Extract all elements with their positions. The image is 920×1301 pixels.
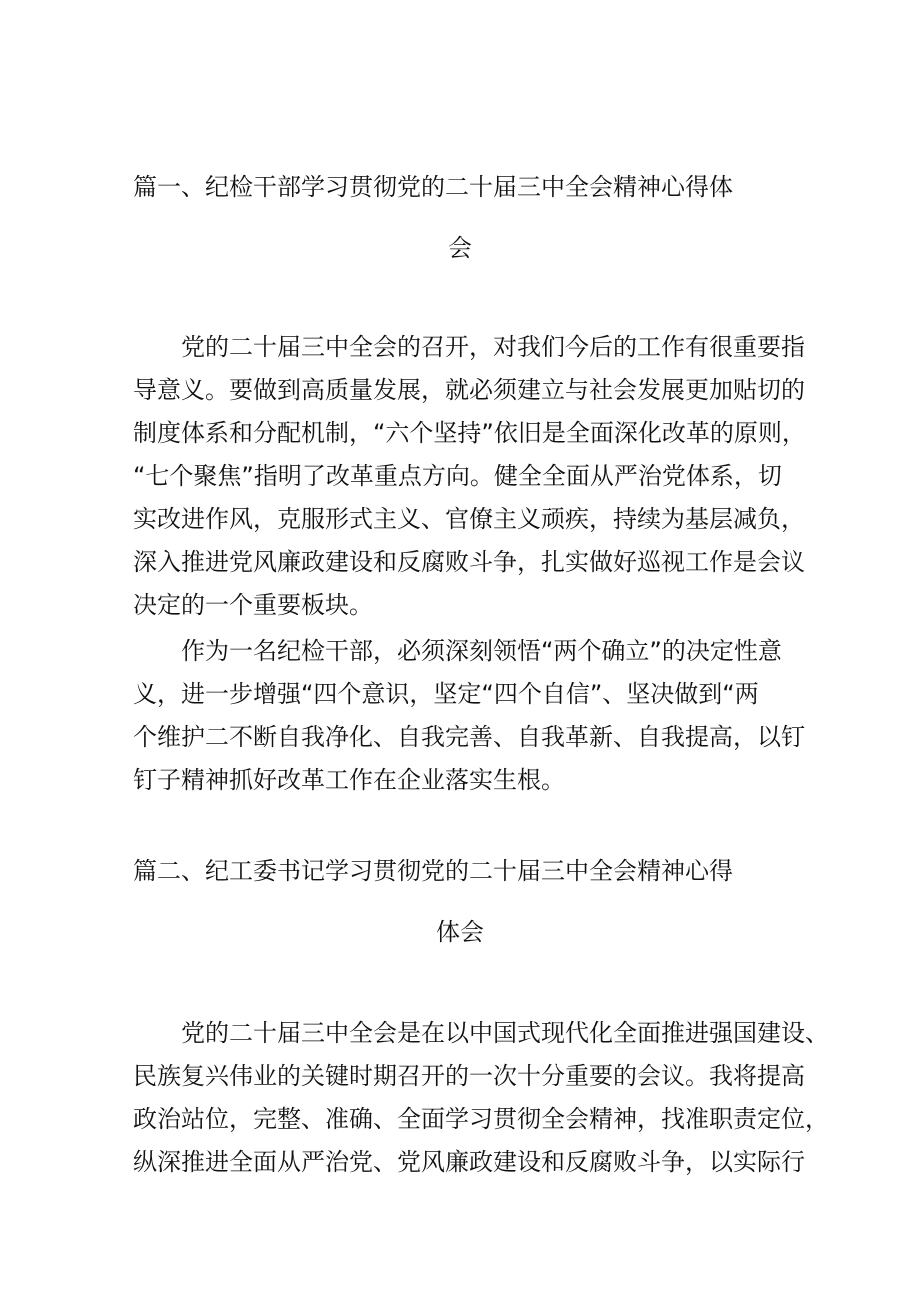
section1-para1-line: 党的二十届三中全会的召开，对我们今后的工作有很重要指 [181,333,805,361]
section1-para2-line: 钉子精神抓好改革工作在企业落实生根。 [133,766,565,794]
section1-title-line1: 篇一、纪检干部学习贯彻党的二十届三中全会精神心得体 [133,173,733,201]
section2-para1-line: 政治站位，完整、准确、全面学习贯彻全会精神，找准职责定位， [133,1105,829,1133]
section2-para1-line: 纵深推进全面从严治党、党风廉政建设和反腐败斗争，以实际行 [133,1148,805,1176]
section1-para2-line: 作为一名纪检干部，必须深刻领悟“两个确立”的决定性意 [181,637,782,665]
section1-para1-line: “七个聚焦”指明了改革重点方向。健全全面从严治党体系，切 [133,462,782,490]
section2-title-line1: 篇二、纪工委书记学习贯彻党的二十届三中全会精神心得 [133,857,733,885]
section1-para1-line: 制度体系和分配机制，“六个坚持”依旧是全面深化改革的原则， [133,419,806,447]
section2-title-line2: 体会 [436,918,484,946]
section1-para1-line: 决定的一个重要板块。 [133,591,373,619]
section1-title-line2: 会 [448,234,472,262]
section2-para1-line: 党的二十届三中全会是在以中国式现代化全面推进强国建设、 [181,1019,829,1047]
section1-para2-line: 个维护二不断自我净化、自我完善、自我革新、自我提高，以钉 [133,723,805,751]
section2-para1-line: 民族复兴伟业的关键时期召开的一次十分重要的会议。我将提高 [133,1062,805,1090]
section1-para2-line: 义，进一步增强“四个意识，坚定“四个自信”、坚决做到“两 [133,680,759,708]
section1-para1-line: 深入推进党风廉政建设和反腐败斗争，扎实做好巡视工作是会议 [133,548,805,576]
section1-para1-line: 实改进作风，克服形式主义、官僚主义顽疾，持续为基层减负， [133,505,805,533]
section1-para1-line: 导意义。要做到高质量发展，就必须建立与社会发展更加贴切的 [133,376,805,404]
